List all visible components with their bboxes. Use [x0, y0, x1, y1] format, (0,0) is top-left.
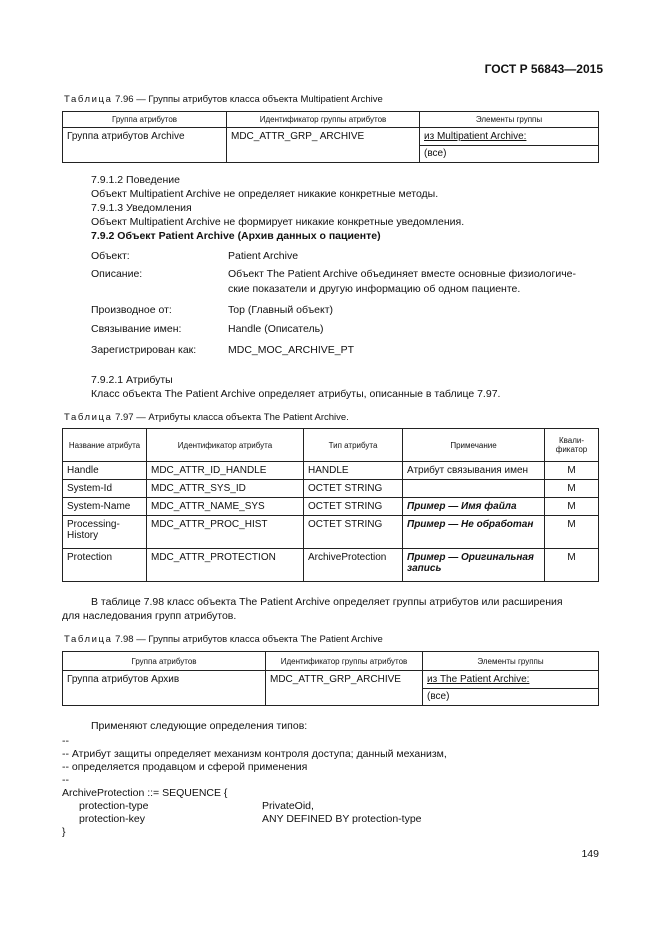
code-line-6-field: protection-type — [79, 800, 149, 812]
cell-attr-type: ArchiveProtection — [304, 549, 403, 582]
def-registered-value: MDC_MOC_ARCHIVE_PT — [228, 344, 355, 356]
section-7913-heading: 7.9.1.3 Уведомления — [91, 202, 192, 214]
cell-group: Группа атрибутов Архив — [63, 671, 266, 706]
cell-attr-qualifier: M — [545, 480, 599, 498]
cell-attr-id: MDC_ATTR_NAME_SYS — [147, 498, 304, 516]
group-source: из The Patient Archive: — [427, 674, 530, 685]
th-group: Группа атрибутов — [63, 652, 266, 671]
cell-attr-name: Protection — [63, 549, 147, 582]
table-798 — [62, 651, 599, 706]
cell-attr-note: Пример — Имя файла — [403, 498, 545, 516]
def-naming-label: Связывание имен: — [91, 323, 182, 335]
table-row — [63, 480, 599, 498]
section-7921-text: Класс объекта The Patient Archive определяет атрибуты, описанные в таблице 7.97. — [91, 388, 501, 400]
def-desc-line2: ские показатели и другую информацию об одном пациенте. — [228, 283, 521, 295]
cell-attr-note — [403, 480, 545, 498]
caption-prefix: Таблица — [64, 412, 113, 423]
page-number: 149 — [581, 848, 599, 860]
cell-attr-qualifier: M — [545, 462, 599, 480]
code-line-1: -- — [62, 735, 69, 747]
caption-prefix: Таблица — [64, 634, 113, 645]
cell-group-id: MDC_ATTR_GRP_ARCHIVE — [266, 671, 423, 706]
cell-attr-note: Пример — Не обработан — [403, 516, 545, 549]
def-desc-line1: Объект The Patient Archive объединяет вместе основные физиологиче- — [228, 268, 577, 280]
group-source: из Multipatient Archive: — [424, 131, 527, 142]
paragraph-798-line2: для наследования групп атрибутов. — [62, 610, 237, 622]
table-row — [63, 549, 599, 582]
cell-attr-id: MDC_ATTR_PROTECTION — [147, 549, 304, 582]
th-group-elements: Элементы группы — [420, 112, 599, 128]
table-797-caption — [64, 412, 349, 423]
th-group-id: Идентификатор группы атрибутов — [227, 112, 420, 128]
def-desc-label: Описание: — [91, 268, 143, 280]
def-derived-value: Top (Главный объект) — [228, 304, 334, 316]
def-derived-label: Производное от: — [91, 304, 172, 316]
def-registered-label: Зарегистрирован как: — [91, 344, 197, 356]
cell-group: Группа атрибутов Archive — [63, 128, 227, 163]
table-row — [63, 516, 599, 549]
section-7921-heading: 7.9.2.1 Атрибуты — [91, 374, 173, 386]
document-header: ГОСТ Р 56843—2015 — [484, 62, 603, 76]
table-796-caption — [64, 94, 383, 105]
cell-attr-qualifier: M — [545, 549, 599, 582]
caption-text: 7.98 — Группы атрибутов класса объекта The Patient Archive — [112, 634, 383, 645]
code-line-5: ArchiveProtection ::= SEQUENCE { — [62, 787, 228, 799]
th-group: Группа атрибутов — [63, 112, 227, 128]
code-line-7-type: ANY DEFINED BY protection-type — [262, 813, 422, 825]
cell-attr-note: Атрибут связывания имен — [403, 462, 545, 480]
code-line-8: } — [62, 826, 66, 838]
def-naming-value: Handle (Описатель) — [228, 323, 324, 335]
code-line-7-field: protection-key — [79, 813, 145, 825]
def-object-value: Patient Archive — [228, 250, 299, 262]
code-line-3: -- определяется продавцом и сферой применения — [62, 761, 308, 773]
caption-text: 7.96 — Группы атрибутов класса объекта Multipatient Archive — [112, 94, 383, 105]
cell-attr-note: Пример — Оригинальная запись — [403, 549, 545, 582]
th-group-elements: Элементы группы — [423, 652, 599, 671]
table-row — [63, 462, 599, 480]
cell-attr-type: HANDLE — [304, 462, 403, 480]
section-7913-text: Объект Multipatient Archive не формирует никакие конкретные уведомления. — [91, 216, 465, 228]
th-group-id: Идентификатор группы атрибутов — [266, 652, 423, 671]
cell-attr-id: MDC_ATTR_PROC_HIST — [147, 516, 304, 549]
cell-group-elements — [423, 671, 599, 706]
section-7912-heading: 7.9.1.2 Поведение — [91, 174, 180, 186]
cell-attr-name: Handle — [63, 462, 147, 480]
code-line-6-type: PrivateOid, — [262, 800, 314, 812]
table-798-caption — [64, 634, 383, 645]
cell-attr-type: OCTET STRING — [304, 498, 403, 516]
cell-attr-type: OCTET STRING — [304, 480, 403, 498]
def-object-label: Объект: — [91, 250, 130, 262]
group-all: (все) — [420, 145, 598, 162]
cell-attr-id: MDC_ATTR_ID_HANDLE — [147, 462, 304, 480]
code-line-4: -- — [62, 774, 69, 786]
section-7912-text: Объект Multipatient Archive не определяет никакие конкретные методы. — [91, 188, 439, 200]
cell-attr-name: Processing-History — [63, 516, 147, 549]
cell-attr-qualifier: M — [545, 516, 599, 549]
section-792-heading: 7.9.2 Объект Patient Archive (Архив данных о пациенте) — [91, 230, 381, 242]
table-row — [63, 498, 599, 516]
types-intro: Применяют следующие определения типов: — [91, 720, 308, 732]
paragraph-798-line1: В таблице 7.98 класс объекта The Patient Archive определяет группы атрибутов или расширения — [91, 596, 563, 608]
caption-text: 7.97 — Атрибуты класса объекта The Patient Archive. — [112, 412, 349, 423]
cell-attr-id: MDC_ATTR_SYS_ID — [147, 480, 304, 498]
th-attr-type: Тип атрибута — [304, 429, 403, 462]
group-all: (все) — [423, 688, 598, 705]
table-row — [63, 671, 599, 706]
cell-group-elements — [420, 128, 599, 163]
cell-attr-name: System-Name — [63, 498, 147, 516]
table-796 — [62, 111, 599, 163]
table-row — [63, 128, 599, 163]
th-attr-qualifier: Квали-фикатор — [545, 429, 599, 462]
cell-group-id: MDC_ATTR_GRP_ ARCHIVE — [227, 128, 420, 163]
th-attr-name: Название атрибута — [63, 429, 147, 462]
cell-attr-name: System-Id — [63, 480, 147, 498]
code-line-2: -- Атрибут защиты определяет механизм контроля доступа; данный механизм, — [62, 748, 447, 760]
th-attr-note: Примечание — [403, 429, 545, 462]
th-attr-id: Идентификатор атрибута — [147, 429, 304, 462]
caption-prefix: Таблица — [64, 94, 113, 105]
cell-attr-type: OCTET STRING — [304, 516, 403, 549]
table-797 — [62, 428, 599, 582]
cell-attr-qualifier: M — [545, 498, 599, 516]
